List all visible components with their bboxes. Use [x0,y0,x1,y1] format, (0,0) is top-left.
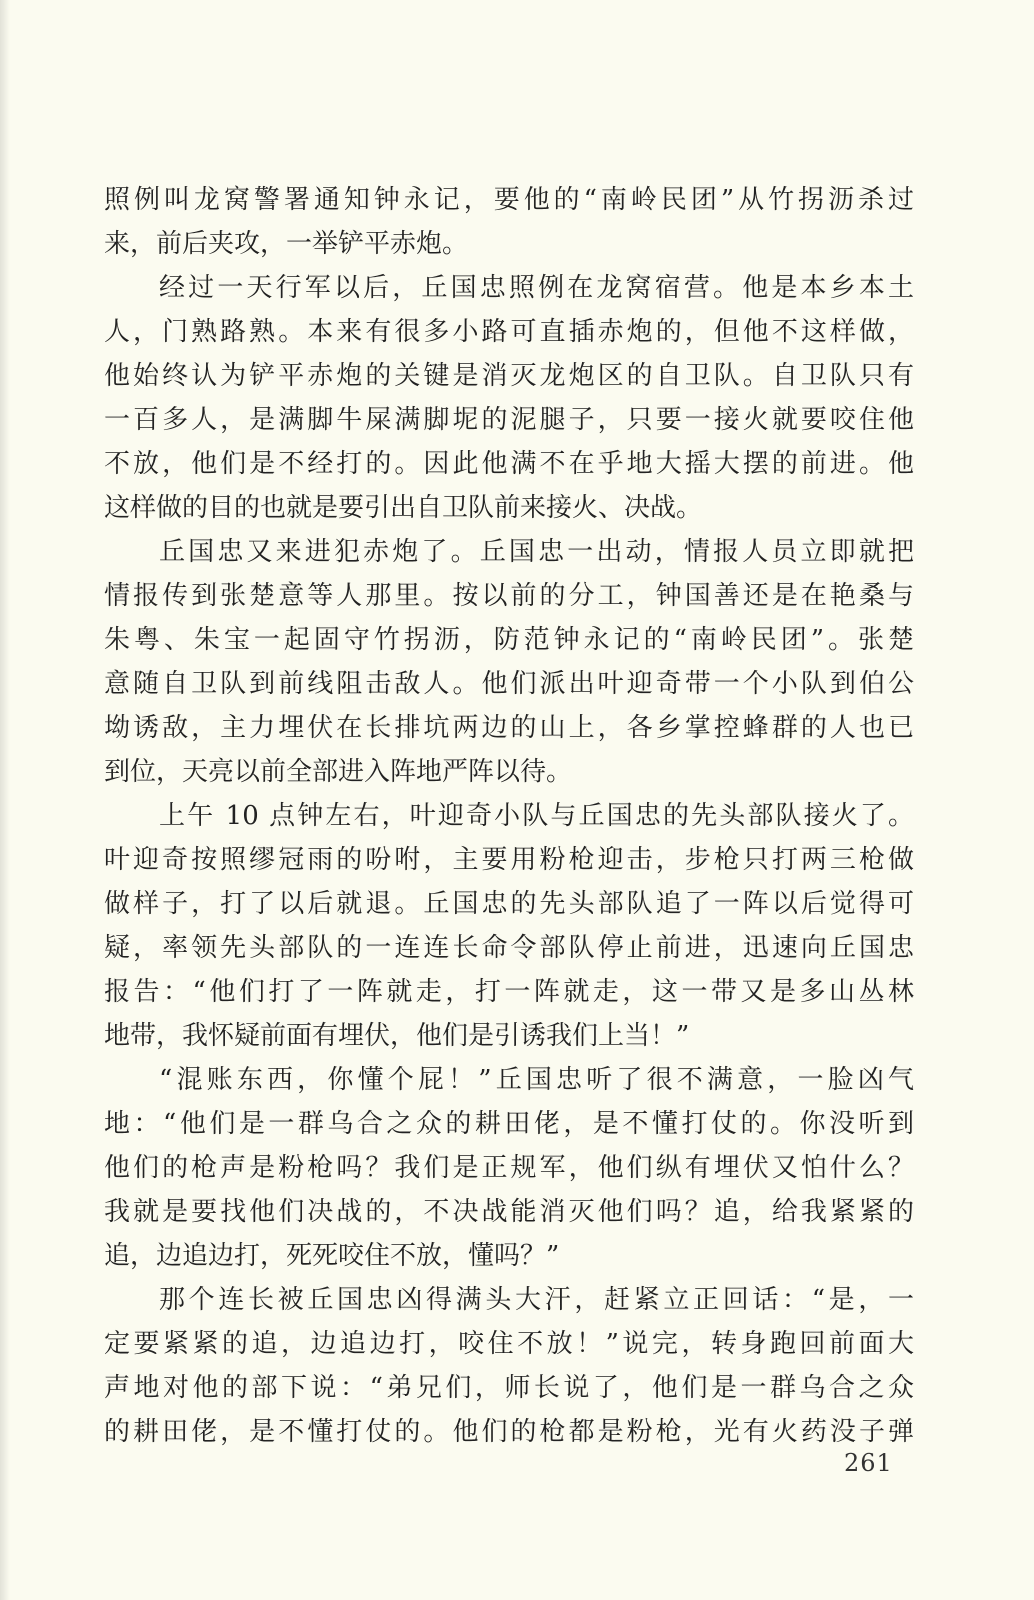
text-line: 意随自卫队到前线阻击敌人。他们派出叶迎奇带一个小队到伯公 [104,669,914,699]
text-line: 声地对他的部下说：“弟兄们，师长说了，他们是一群乌合之众 [104,1373,914,1403]
text-line: 疑，率领先头部队的一连连长命令部队停止前进，迅速向丘国忠 [104,933,914,963]
text-line: 他们的枪声是粉枪吗？我们是正规军，他们纵有埋伏又怕什么？ [104,1153,914,1183]
text-line: 经过一天行军以后，丘国忠照例在龙窝宿营。他是本乡本土 [159,273,914,303]
page-gutter-shadow [0,0,10,1600]
text-line: 地：“他们是一群乌合之众的耕田佬，是不懂打仗的。你没听到 [104,1109,914,1139]
text-line: 他始终认为铲平赤炮的关键是消灭龙炮区的自卫队。自卫队只有 [104,361,914,391]
text-line: “混账东西，你懂个屁！”丘国忠听了很不满意，一脸凶气 [159,1065,914,1095]
text-line: 来，前后夹攻，一举铲平赤炮。 [104,229,469,259]
text-line: 追，边追边打，死死咬住不放，懂吗？” [104,1241,560,1271]
body-text [104,178,914,1454]
text-line: 报告：“他们打了一阵就走，打一阵就走，这一带又是多山丛林 [104,977,914,1007]
paragraph [104,1058,914,1278]
text-line: 丘国忠又来进犯赤炮了。丘国忠一出动，情报人员立即就把 [159,537,914,567]
text-line: 地带，我怀疑前面有埋伏，他们是引诱我们上当！” [104,1021,690,1051]
text-line: 那个连长被丘国忠凶得满头大汗，赶紧立正回话：“是，一 [159,1285,914,1315]
text-line: 坳诱敌，主力埋伏在长排坑两边的山上，各乡掌控蜂群的人也已 [104,713,914,743]
text-line: 定要紧紧的追，边追边打，咬住不放！”说完，转身跑回前面大 [104,1329,914,1359]
text-line: 叶迎奇按照缪冠雨的吩咐，主要用粉枪迎击，步枪只打两三枪做 [104,845,914,875]
text-line: 做样子，打了以后就退。丘国忠的先头部队追了一阵以后觉得可 [104,889,914,919]
text-line: 朱粤、朱宝一起固守竹拐沥，防范钟永记的“南岭民团”。张楚 [104,625,914,655]
paragraph [104,1278,914,1454]
text-line: 这样做的目的也就是要引出自卫队前来接火、决战。 [104,493,703,523]
text-line: 我就是要找他们决战的，不决战能消灭他们吗？追，给我紧紧的 [104,1197,914,1227]
text-line: 照例叫龙窝警署通知钟永记，要他的“南岭民团”从竹拐沥杀过 [104,185,914,215]
paragraph [104,266,914,530]
text-line: 不放，他们是不经打的。因此他满不在乎地大摇大摆的前进。他 [104,449,914,479]
paragraph [104,178,914,266]
text-line: 一百多人，是满脚牛屎满脚坭的泥腿子，只要一接火就要咬住他 [104,405,914,435]
text-line: 的耕田佬，是不懂打仗的。他们的枪都是粉枪，光有火药没子弹 [104,1417,914,1447]
paragraph [104,794,914,1058]
text-line: 上午 10 点钟左右，叶迎奇小队与丘国忠的先头部队接火了。 [159,801,914,831]
text-line: 到位，天亮以前全部进入阵地严阵以待。 [104,757,573,787]
text-line: 人，门熟路熟。本来有很多小路可直插赤炮的，但他不这样做， [104,317,914,347]
paragraph [104,530,914,794]
page-number: 261 [844,1449,893,1477]
text-line: 情报传到张楚意等人那里。按以前的分工，钟国善还是在艳桑与 [104,581,914,611]
